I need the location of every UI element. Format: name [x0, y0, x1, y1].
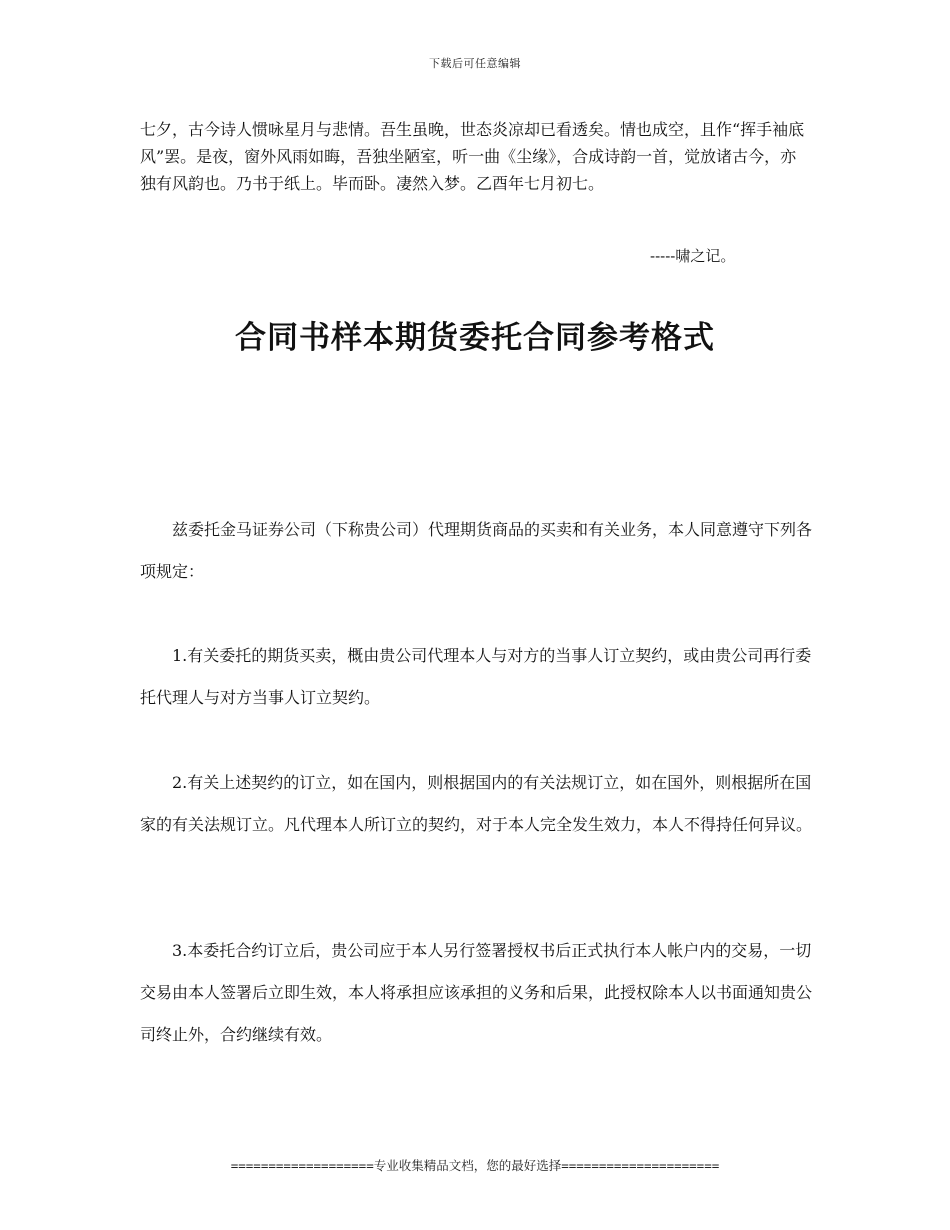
- page-header: 下载后可任意编辑: [429, 57, 521, 70]
- intro-paragraph: 七夕，古今诗人惯咏星月与悲情。吾生虽晚，世态炎凉却已看透矣。情也成空，且作“挥手袖底风”罢。是夜，窗外风雨如晦，吾独坐陋室，听一曲《尘缘》，合成诗韵一首，觉放诸古今，亦独有风韵也。乃书于纸上。毕而卧。凄然入梦。乙酉年七月初七。: [140, 120, 805, 193]
- contract-clause-3: 3.本委托合约订立后，贵公司应于本人另行签署授权书后正式执行本人帐户内的交易，一切交易由本人签署后立即生效，本人将承担应该承担的义务和后果，此授权除本人以书面通知贵公司终止外，合约继续有效。: [140, 941, 813, 1044]
- contract-preamble: 兹委托金马证券公司（下称贵公司）代理期货商品的买卖和有关业务，本人同意遵守下列各项规定：: [140, 520, 813, 581]
- contract-clause-2: 2.有关上述契约的订立，如在国内，则根据国内的有关法规订立，如在国外，则根据所在国家的有关法规订立。凡代理本人所订立的契约，对于本人完全发生效力，本人不得持任何异议。: [140, 773, 813, 834]
- intro-signature: -----啸之记。: [650, 247, 736, 265]
- document-title: 合同书样本期货委托合同参考格式: [235, 320, 715, 356]
- page-footer: ===================专业收集精品文档，您的最好选择=====================: [230, 1158, 720, 1173]
- contract-clause-1: 1.有关委托的期货买卖，概由贵公司代理本人与对方的当事人订立契约，或由贵公司再行委托代理人与对方当事人订立契约。: [140, 646, 812, 707]
